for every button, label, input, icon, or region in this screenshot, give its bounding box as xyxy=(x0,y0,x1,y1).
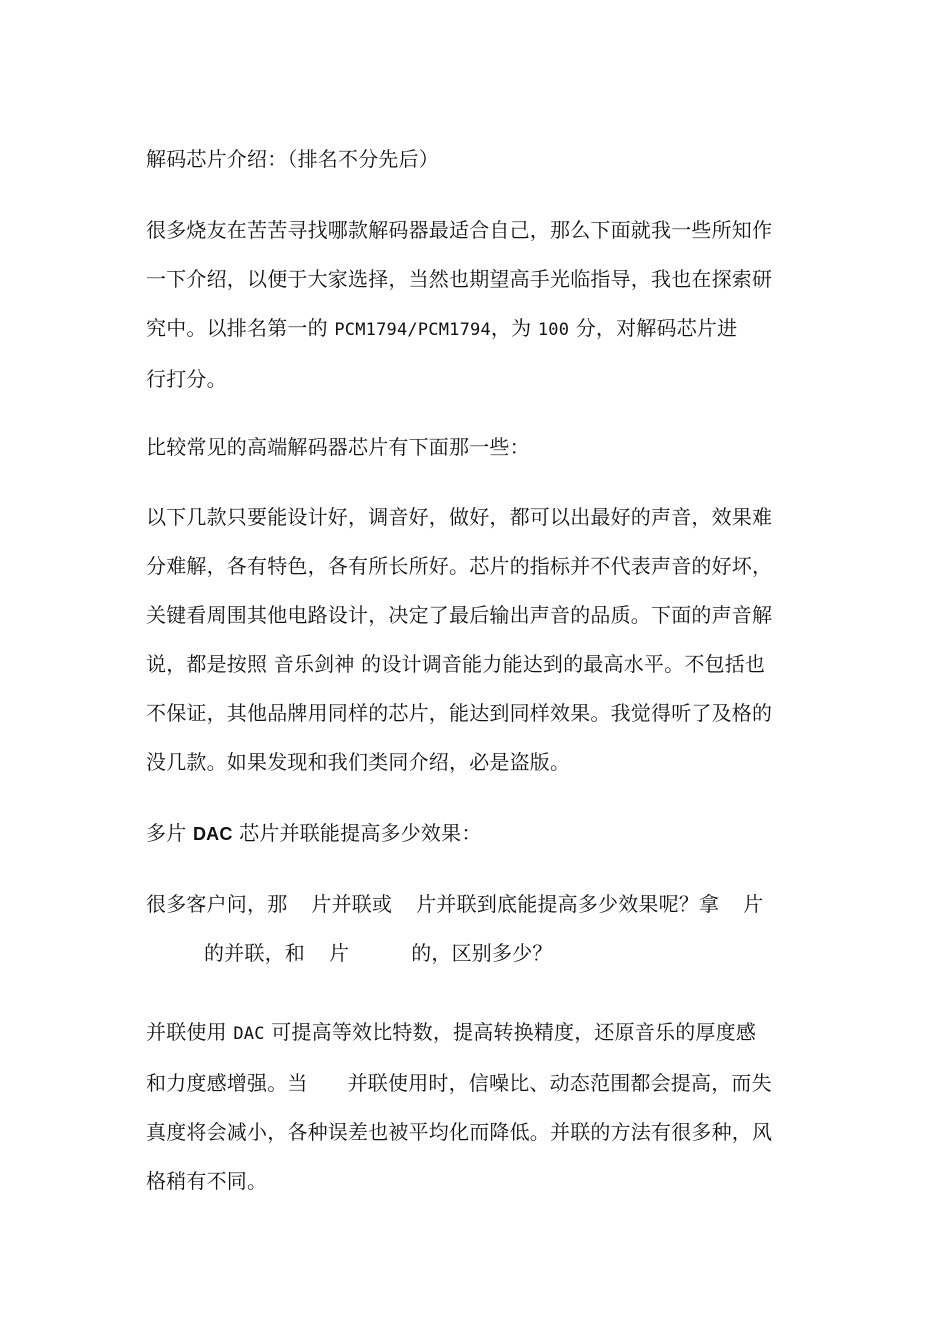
chip-model-text: PCM1794/PCM1794 xyxy=(334,320,491,340)
description-line-3: 关键看周围其他电路设计，决定了最后输出声音的品质。下面的声音解 xyxy=(146,603,773,627)
common-chips-text: 比较常见的高端解码器芯片有下面那一些： xyxy=(146,435,530,459)
description-line-2: 分难解，各有特色，各有所长所好。芯片的指标并不代表声音的好坏， xyxy=(146,554,773,578)
multi-dac-prefix: 多片 xyxy=(146,821,193,845)
description-line-5: 不保证，其他品牌用同样的芯片，能达到同样效果。我觉得听了及格的 xyxy=(146,701,773,725)
intro-line-3 xyxy=(146,304,810,355)
parallel-line-4: 格稍有不同。 xyxy=(146,1169,268,1193)
parallel-line-1-a: 并联使用 xyxy=(146,1020,234,1044)
intro-line-1: 很多烧友在苦苦寻找哪款解码器最适合自己，那么下面就我一些所知作 xyxy=(146,218,773,242)
heading-text: 解码芯片介绍：（排名不分先后） xyxy=(146,147,439,171)
description-line-6: 没几款。如果发现和我们类同介绍，必是盗版。 xyxy=(146,750,571,774)
document-heading xyxy=(146,135,810,184)
question-l1-a: 很多客户问，那 xyxy=(146,892,288,916)
question-l1-c: 片并联到底能提高多少效果呢？拿 xyxy=(416,892,720,916)
intro-line-4: 行打分。 xyxy=(146,367,227,391)
parallel-line-3: 真度将会减小，各种误差也被平均化而降低。并联的方法有很多种，风 xyxy=(146,1120,773,1144)
description-line-1: 以下几款只要能设计好，调音好，做好，都可以出最好的声音，效果难 xyxy=(146,505,773,529)
parallel-line-2 xyxy=(146,1059,810,1108)
multi-dac-heading xyxy=(146,809,810,859)
question-line-2 xyxy=(146,929,810,978)
description-line-4: 说，都是按照 音乐剑神 的设计调音能力能达到的最高水平。不包括也 xyxy=(146,652,766,676)
question-l2-b: 片 xyxy=(329,941,350,965)
parallel-dac-code: DAC xyxy=(233,1024,265,1044)
intro-line-3-text-a: 究中。以排名第一的 xyxy=(146,316,335,340)
intro-line-2: 一下介绍，以便于大家选择，当然也期望高手光临指导，我也在探索研 xyxy=(146,267,773,291)
parallel-paragraph xyxy=(146,1008,810,1206)
multi-dac-line xyxy=(146,809,810,859)
intro-line-3-text-c: 分，对解码芯片进 xyxy=(569,316,738,340)
question-paragraph xyxy=(146,880,810,978)
common-chips-paragraph xyxy=(146,423,810,472)
score-value: 100 xyxy=(537,320,570,340)
parallel-line-1 xyxy=(146,1008,810,1059)
question-l2-a: 的并联，和 xyxy=(204,941,305,965)
intro-paragraph xyxy=(146,206,810,404)
question-line-1 xyxy=(146,880,810,929)
parallel-line-1-b: 可提高等效比特数，提高转换精度，还原音乐的厚度感 xyxy=(264,1020,757,1044)
intro-line-3-text-b: ，为 xyxy=(490,316,538,340)
multi-dac-suffix: 芯片并联能提高多少效果： xyxy=(232,821,482,845)
parallel-line-2-a: 和力度感增强。当 xyxy=(146,1071,308,1095)
question-l1-d: 片 xyxy=(743,892,764,916)
multi-dac-dac: DAC xyxy=(192,824,233,844)
question-l2-c: 的，区别多少？ xyxy=(411,941,553,965)
question-l1-b: 片并联或 xyxy=(311,892,393,916)
description-paragraph xyxy=(146,493,810,787)
parallel-line-2-b: 并联使用时，信噪比、动态范围都会提高，而失 xyxy=(347,1071,772,1095)
